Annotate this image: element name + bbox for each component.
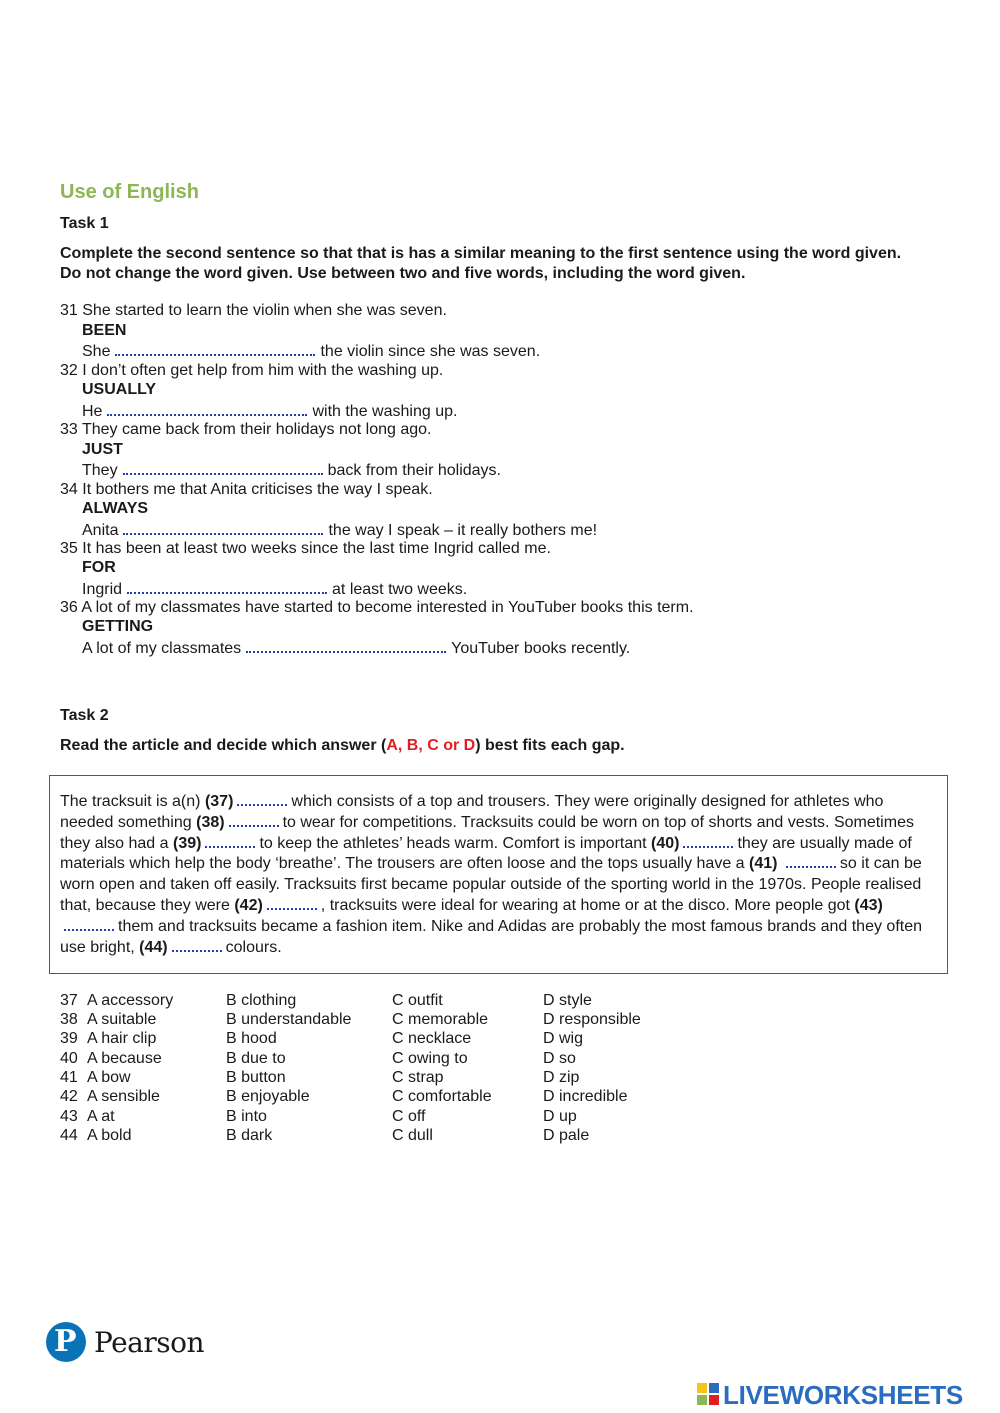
item-33-keyword: JUST [82,441,123,458]
option-d[interactable]: D up [543,1108,577,1125]
option-d[interactable]: D style [543,992,592,1009]
item-34-answer-gap[interactable] [123,519,323,535]
gap-37[interactable] [237,792,287,806]
option-c[interactable]: C strap [392,1069,444,1086]
gap-41[interactable] [786,854,836,868]
gap-39[interactable] [205,834,255,848]
gap-40-label: (40) [651,834,680,852]
item-32-answer-line: He with the washing up. [82,400,457,422]
gap-37-label: (37) [204,793,234,810]
option-b[interactable]: B dark [226,1127,273,1144]
liveworksheets-wordmark: LIVEWORKSHEETS [723,1380,963,1410]
item-36-answer-line: A lot of my classmates YouTuber books recently. [82,637,630,659]
option-a[interactable]: A hair clip [87,1030,157,1047]
item-35-keyword: FOR [82,559,116,576]
task1-title: Task 1 [60,215,109,232]
option-c[interactable]: C necklace [392,1030,472,1047]
task2-title: Task 2 [60,707,109,724]
option-a[interactable]: A at [87,1108,115,1125]
option-c[interactable]: C owing to [392,1050,468,1067]
option-a[interactable]: A bow [87,1069,131,1086]
item-31-answer-gap[interactable] [115,340,315,356]
option-b[interactable]: B due to [226,1050,286,1067]
option-a[interactable]: A suitable [87,1011,157,1028]
option-d[interactable]: D so [543,1050,576,1067]
option-c[interactable]: C outfit [392,992,443,1009]
item-35-answer-gap[interactable] [127,578,327,594]
item-33-sentence: 33 They came back from their holidays not long ago. [60,421,432,438]
option-a[interactable]: A sensible [87,1088,160,1105]
option-b[interactable]: B enjoyable [226,1088,310,1105]
item-35-sentence: 35 It has been at least two weeks since the last time Ingrid called me. [60,540,551,557]
item-36-sentence: 36 A lot of my classmates have started to become interested in YouTuber books this term. [60,599,694,616]
task1-instructions: Complete the second sentence so that that is has a similar meaning to the first sentence using the word given. Do not change the word given. Use between two and five words, including the word given. [60,245,902,282]
gap-41-label: (41) [749,855,778,873]
item-32-sentence: 32 I don’t often get help from him with the washing up. [60,362,444,379]
option-b[interactable]: B clothing [226,992,297,1009]
answer-options-highlight: A, B, C or D [386,737,476,754]
gap-38[interactable] [229,813,279,827]
item-36-answer-gap[interactable] [246,637,446,653]
item-36-keyword: GETTING [82,618,154,635]
article-box [49,775,948,974]
task2-instructions: Read the article and decide which answer (A, B, C or D) best fits each gap. [60,737,625,754]
option-c[interactable]: C memorable [392,1011,489,1028]
option-c[interactable]: C off [392,1108,426,1125]
pearson-icon: P [46,1322,86,1362]
option-b[interactable]: B button [226,1069,286,1086]
option-c[interactable]: C comfortable [392,1088,492,1105]
item-33-answer-gap[interactable] [123,459,323,475]
option-d[interactable]: D zip [543,1069,580,1086]
gap-42-label: (42) [234,896,263,914]
option-b[interactable]: B hood [226,1030,277,1047]
gap-44[interactable] [172,938,222,952]
item-31-sentence: 31 She started to learn the violin when she was seven. [60,302,447,319]
item-33-answer-line: They back from their holidays. [82,459,501,481]
liveworksheets-icon [697,1383,719,1405]
pearson-logo [46,1322,204,1370]
option-d[interactable]: D pale [543,1127,590,1144]
gap-42[interactable] [267,896,317,910]
item-34-keyword: ALWAYS [82,500,149,517]
item-34-sentence: 34 It bothers me that Anita criticises the way I speak. [60,481,433,498]
item-34-answer-line: Anita the way I speak – it really bothers me! [82,519,597,541]
article-text: The tracksuit is a(n) (37) which consists of a top and trousers. They were originally designed for athletes who needed something (38) to wear for competitions. Tracksuits could be worn on top of shorts and vests. Sometimes they also had a (39) to keep the athletes’ heads warm. Comfort is important (40) they are usually made of materials which help the body ‘breathe’. The trousers are often loose and the tops usually have a (41) so it can be worn open and taken off easily. Tracksuits first became popular outside of the sporting world in the 1970s. People realised that, because they were (42) , tracksuits were ideal for wearing at home or at the disco. More people got (43)them and tracksuits became a fashion item. Nike and Adidas are probably the most famous brands and they often use bright, (44) colours. [60,793,923,956]
option-d[interactable]: D wig [543,1030,584,1047]
item-32-answer-gap[interactable] [107,400,307,416]
gap-43-label: (43) [854,896,883,914]
option-a[interactable]: A accessory [87,992,174,1009]
option-c[interactable]: C dull [392,1127,433,1144]
option-d[interactable]: D incredible [543,1088,628,1105]
pearson-wordmark: Pearson [94,1326,204,1359]
option-b[interactable]: B into [226,1108,267,1125]
gap-40[interactable] [683,834,733,848]
gap-39-label: (39) [172,834,202,852]
section-title: Use of English [60,181,199,203]
gap-43[interactable] [64,917,114,931]
option-b[interactable]: B understandable [226,1011,352,1028]
liveworksheets-logo [697,1379,997,1409]
option-a[interactable]: A because [87,1050,162,1067]
item-35-answer-line: Ingrid at least two weeks. [82,578,467,600]
gap-44-label: (44) [139,938,168,956]
option-a[interactable]: A bold [87,1127,132,1144]
item-31-keyword: BEEN [82,322,127,339]
gap-38-label: (38) [196,813,225,831]
item-31-answer-line: She the violin since she was seven. [82,340,540,362]
item-32-keyword: USUALLY [82,381,157,398]
option-d[interactable]: D responsible [543,1011,641,1028]
